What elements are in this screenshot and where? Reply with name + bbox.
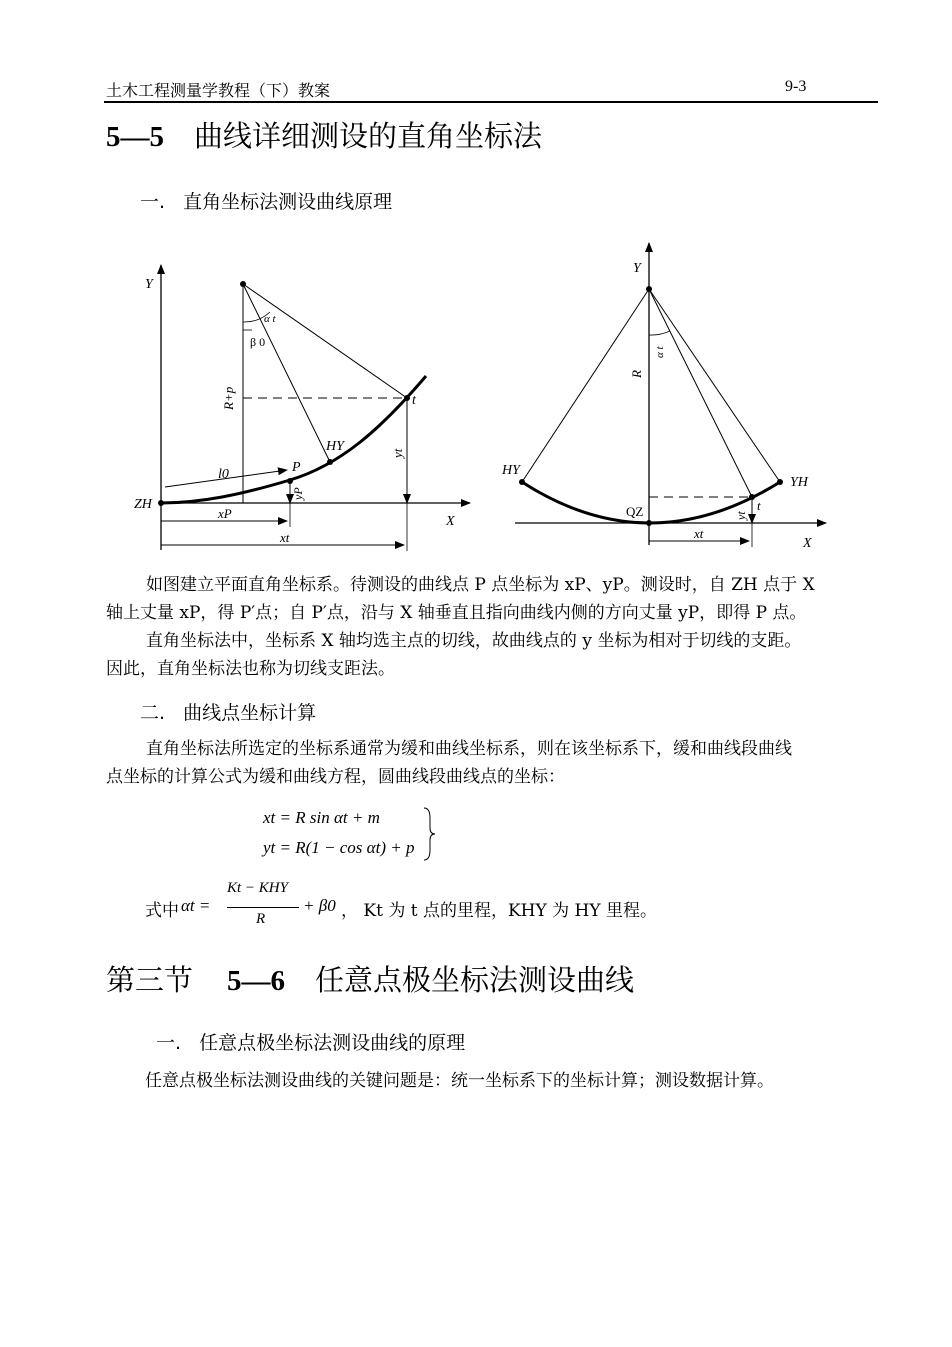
paragraph-principle: [106, 571, 886, 683]
figure-right: [501, 243, 826, 551]
left-radius-to-t: [243, 284, 407, 398]
para1-line4: 因此，直角坐标法也称为切线支距法。: [106, 659, 395, 679]
right-label-xt: xt: [694, 526, 704, 541]
subsection-3-title: 任意点极坐标法测设曲线的原理: [199, 1032, 466, 1054]
alpha-prefix: 式中: [145, 901, 179, 921]
left-label-beta: β 0: [250, 335, 266, 349]
left-label-zh: ZH: [134, 497, 152, 512]
section-2-prefix: 第三节: [106, 965, 194, 997]
right-radius-yh: [649, 289, 780, 482]
left-label-p: P: [292, 460, 301, 475]
left-label-xt: xt: [280, 530, 290, 545]
formula-y: yt = R(1 − cos αt) + p: [263, 838, 415, 857]
subsection-1-title: 直角坐标法测设曲线原理: [183, 191, 393, 213]
formula-x: xt = R sin αt + m: [263, 808, 380, 827]
subsection-1-number: 一.: [140, 191, 166, 213]
figure-rectangular-coordinates: [0, 235, 952, 555]
subsection-3-number: 一.: [156, 1032, 182, 1054]
right-alpha-arc: [649, 331, 670, 335]
header-rule: [104, 101, 878, 103]
right-y-label: Y: [633, 261, 641, 276]
section-title: 曲线详细测设的直角坐标法: [194, 119, 543, 153]
right-point-t: [749, 494, 755, 500]
right-radius-hy: [522, 289, 649, 482]
paragraph-polar-method: 任意点极坐标法测设曲线的关键问题是：统一坐标系下的坐标计算；测设数据计算。: [145, 1071, 774, 1091]
right-point-yh: [777, 479, 783, 485]
para1-line2: 轴上丈量 xP，得 P′点；自 P′点，沿与 X 轴垂直且指向曲线内侧的方向丈量 yP，即得 P 点。: [106, 603, 807, 623]
left-label-t: t: [412, 393, 416, 408]
left-label-l0: l0: [218, 467, 229, 482]
left-label-alpha: α t: [264, 313, 276, 325]
section-heading: [106, 114, 542, 155]
header-title: 土木工程测量学教程（下）教案: [106, 81, 331, 100]
section-2-heading: [106, 958, 634, 999]
section-2-number: 5—6: [227, 965, 286, 997]
left-point-t: [404, 395, 410, 401]
left-radius-to-hy: [243, 284, 330, 462]
subsection-3-heading: [156, 1028, 465, 1055]
left-label-yt: yt: [390, 448, 405, 458]
right-radius-t: [649, 289, 752, 497]
section-2-title: 任意点极坐标法测设曲线: [315, 963, 635, 997]
para1-line1: 如图建立平面直角坐标系。待测设的曲线点 P 点坐标为 xP、yP。测设时，自 ZH 点于 X: [146, 575, 815, 595]
left-label-xp: xP: [218, 506, 232, 521]
alpha-suffix: ， Kt 为 t 点的里程，KHY 为 HY 里程。: [341, 901, 657, 921]
right-label-yh: YH: [790, 475, 808, 490]
right-label-qz: QZ: [626, 504, 644, 519]
right-label-t: t: [757, 498, 761, 513]
subsection-2-heading: [140, 698, 316, 725]
subsection-1-heading: [140, 187, 392, 214]
left-center-point: [240, 281, 246, 287]
para2-line1: 直角坐标法所选定的坐标系通常为缓和曲线坐标系，则在该坐标系下，缓和曲线段曲线: [146, 739, 792, 759]
header-page-number: 9-3: [785, 78, 807, 95]
paragraph-coordinate-calc: [106, 735, 886, 791]
subsection-2-title: 曲线点坐标计算: [183, 702, 317, 724]
left-point-zh: [158, 500, 164, 506]
left-point-p: [287, 478, 293, 484]
right-point-qz: [646, 520, 652, 526]
alpha-numerator: Kt − KHY: [227, 880, 288, 896]
alpha-lhs: αt =: [181, 896, 211, 915]
formula-brace-icon: [422, 806, 436, 862]
right-label-yt: yt: [734, 511, 748, 520]
left-y-label: Y: [145, 277, 153, 292]
right-label-hy: HY: [502, 463, 520, 478]
right-point-hy: [519, 479, 525, 485]
left-label-hy: HY: [326, 439, 344, 454]
left-label-rp: R+p: [221, 386, 236, 410]
subsection-2-number: 二.: [140, 702, 166, 724]
figure-left: [134, 265, 470, 551]
right-label-r: R: [629, 370, 644, 378]
para1-line3: 直角坐标法中，坐标系 X 轴均选主点的切线，故曲线点的 y 坐标为相对于切线的支距。: [146, 631, 802, 651]
left-point-hy: [327, 459, 333, 465]
right-x-label: X: [803, 536, 812, 551]
alpha-fraction-bar: [227, 907, 299, 908]
alpha-tail: + β0: [303, 896, 336, 915]
right-label-alpha: α t: [654, 346, 666, 358]
alpha-denominator: R: [256, 911, 266, 927]
para2-line2: 点坐标的计算公式为缓和曲线方程，圆曲线段曲线点的坐标：: [106, 767, 565, 787]
left-curve: [161, 376, 426, 503]
section-number: 5—5: [106, 121, 164, 153]
left-x-label: X: [446, 514, 455, 529]
left-label-yp: yP: [291, 487, 305, 500]
right-center-point: [646, 286, 652, 292]
